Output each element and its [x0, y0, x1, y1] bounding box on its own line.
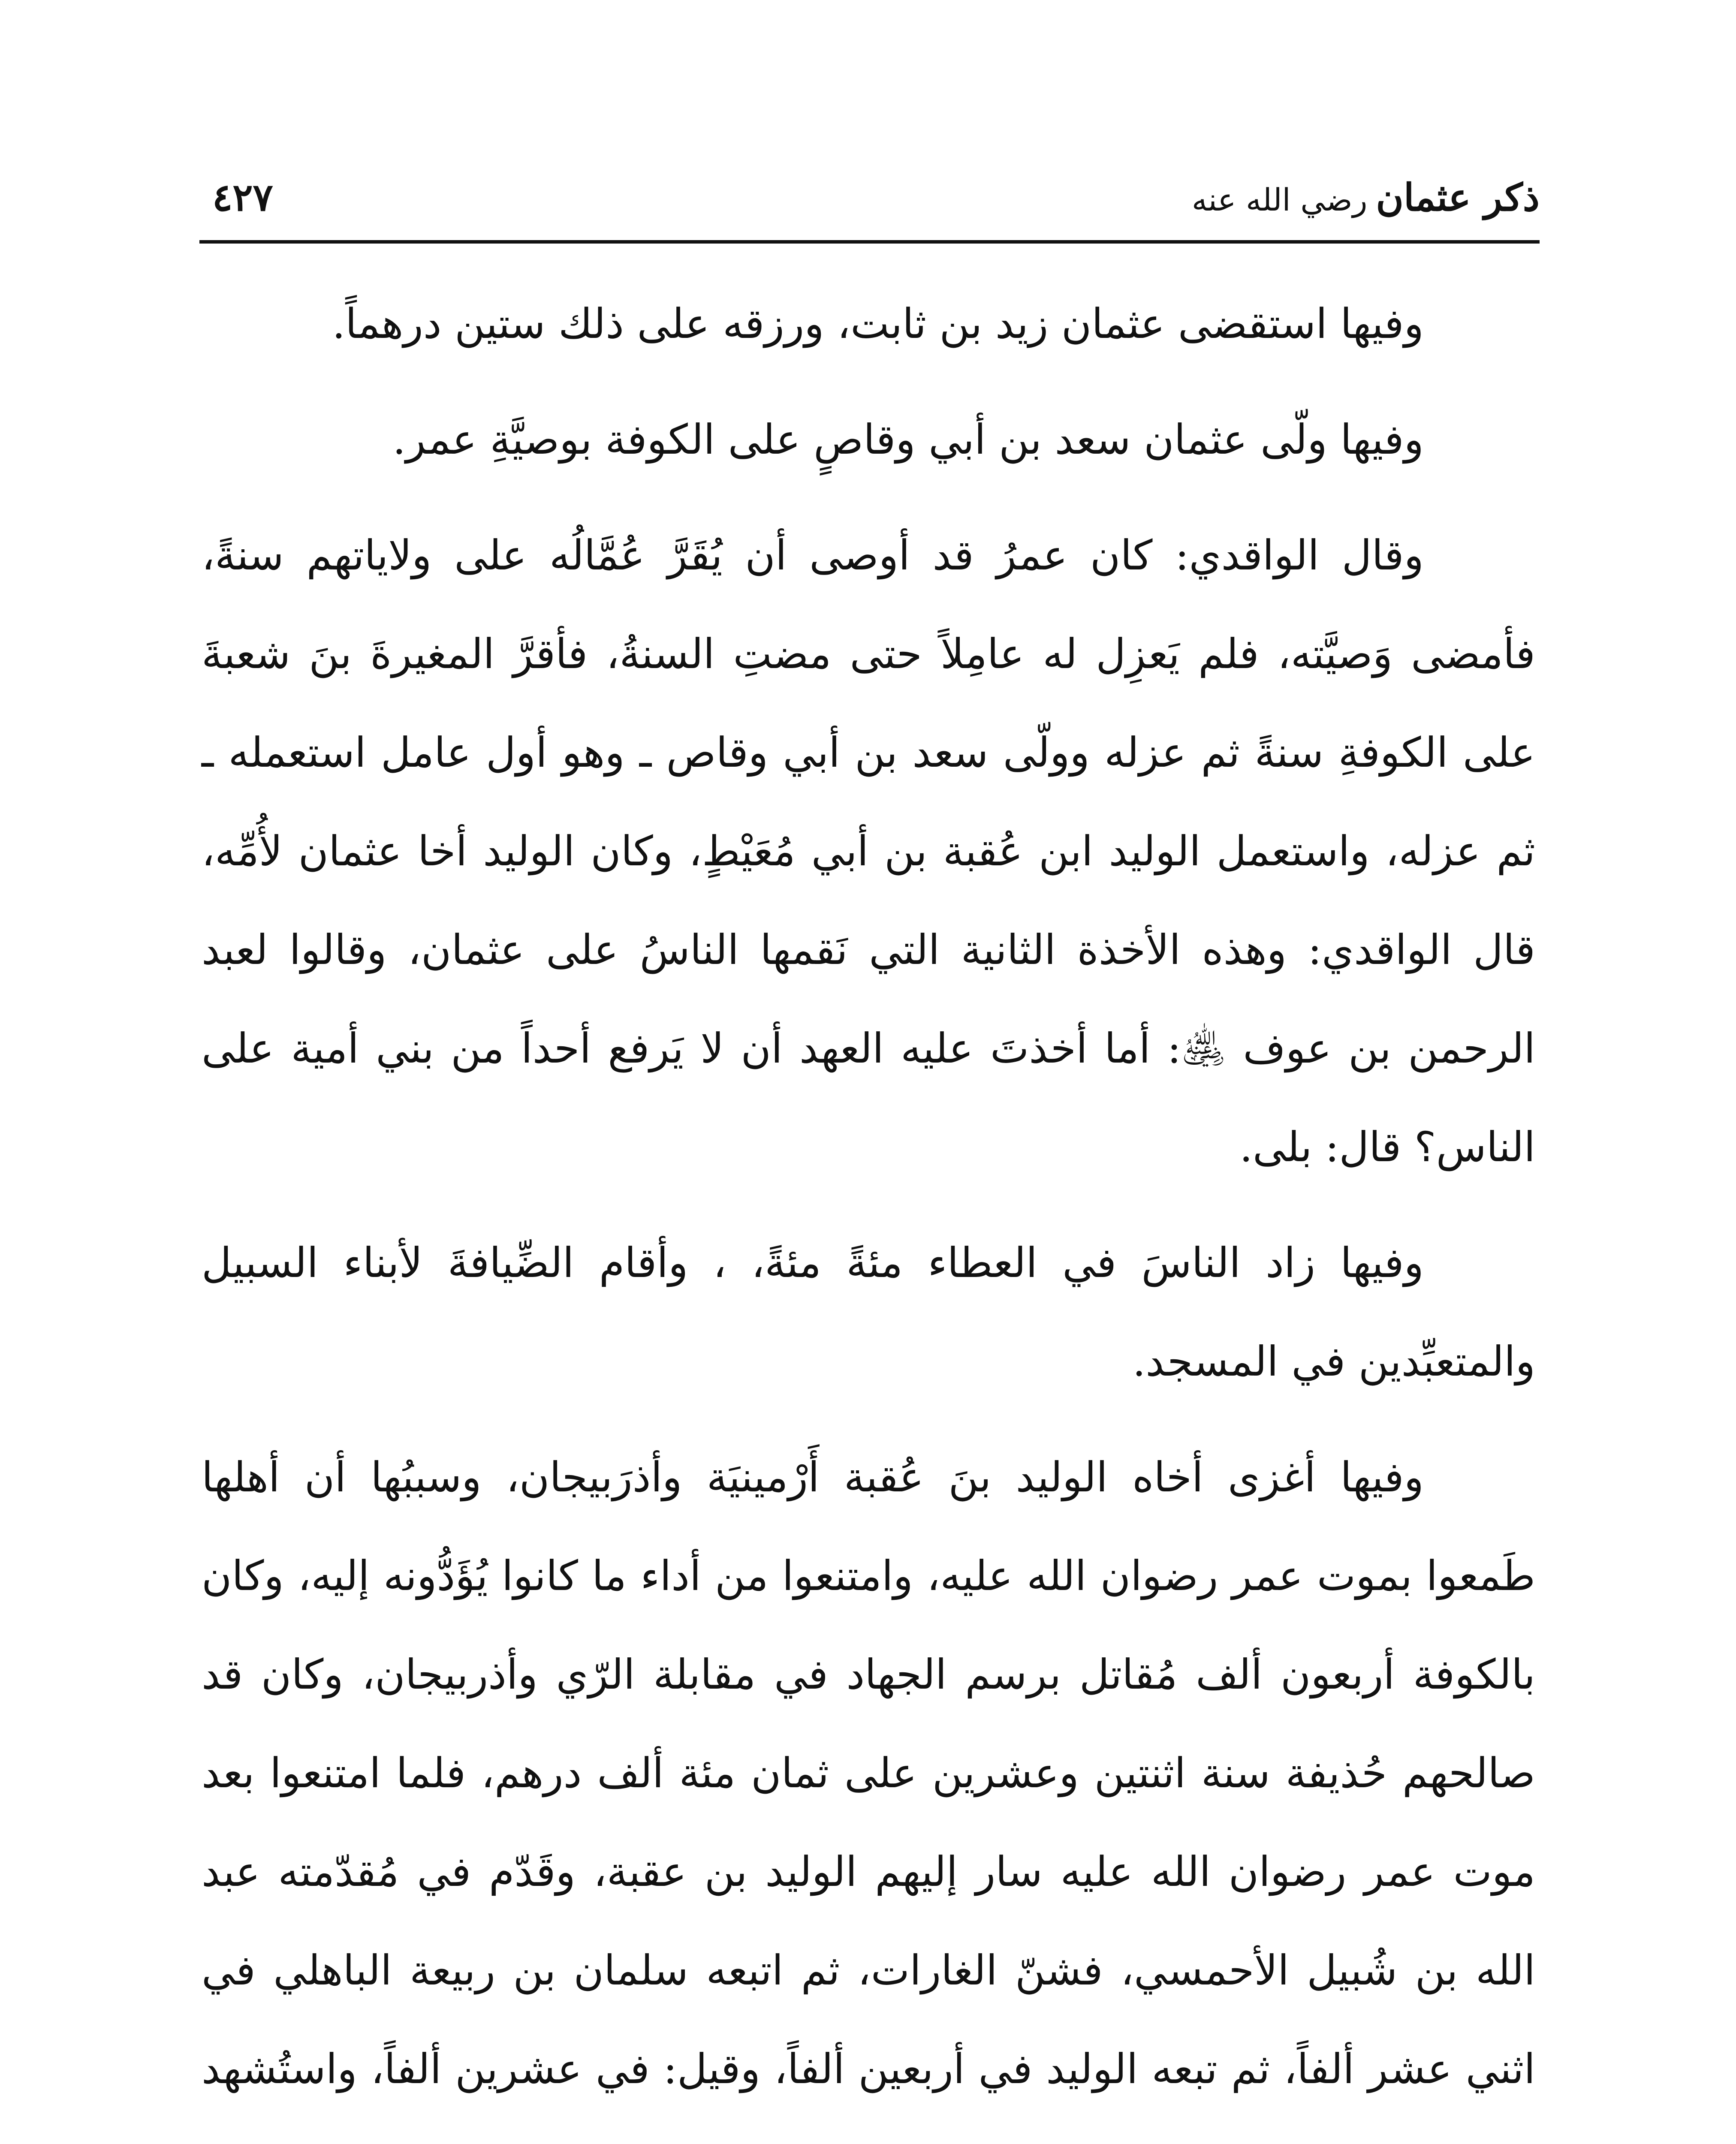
page-number: ٤٢٧ — [212, 175, 273, 220]
main-text — [202, 274, 1535, 2144]
page-header — [199, 154, 1540, 240]
paragraph: وقال الواقدي: كان عمرُ قد أوصى أن يُقَرَّ عُمَّالُه على ولاياتهم سنةً، فأمضى وَصيَّته، فلم يَعزِل له عامِلاً حتى مضتِ السنةُ، فأقرَّ المغيرةَ بنَ شعبةَ على الكوفةِ سنةً ثم عزله وولّى سعد بن أبي وقاص ـ وهو أول عامل استعمله ـ ثم عزله، واستعمل الوليد ابن عُقبة بن أبي مُعَيْطٍ، وكان الوليد أخا عثمان لأُمِّه، قال الواقدي: وهذه الأخذة الثانية التي نَقمها الناسُ على عثمان، وقالوا لعبد الرحمن بن عوف ﵁: أما أخذتَ عليه العهد أن لا يَرفع أحداً من بني أمية على الناس؟ قال: بلى. — [202, 531, 1535, 1171]
paragraph-with-note-1 — [202, 1428, 1535, 2144]
paragraph: وفيها زاد الناسَ في العطاء مئةً مئةً، ، وأقام الضِّيافةَ لأبناء السبيل والمتعبِّدين في المسجد. — [202, 1239, 1535, 1385]
paragraph: وفيها ولّى عثمان سعد بن أبي وقاصٍ على الكوفة بوصيَّةِ عمر. — [392, 416, 1424, 464]
running-title — [1192, 172, 1540, 226]
honorific-seal: رضي الله عنه — [1191, 182, 1368, 218]
header-divider — [199, 240, 1540, 244]
paragraph: وفيها استقضى عثمان زيد بن ثابت، ورزقه على ذلك ستين درهماً. — [332, 300, 1424, 348]
running-title-text: ذكر عثمان — [1376, 175, 1540, 220]
paragraph-text: وفيها أغزى أخاه الوليد بنَ عُقبة أَرْمينيَة وأذرَبيجان، وسببُها أن أهلها طَمعوا بموت عمر رضوان الله عليه، وامتنعوا من أداء ما كانوا يُؤَدُّونه إليه، وكان بالكوفة أربعون ألف مُقاتل برسم الجهاد في مقابلة الرّي وأذربيجان، وكان قد صالحهم حُذيفة سنة اثنتين وعشرين على ثمان مئة ألف درهم، فلما امتنعوا بعد موت عمر رضوان الله عليه سار إليهم الوليد بن عقبة، وقَدّم في مُقدّمته عبد الله بن شُبيل الأحمسي، فشنّ الغارات، ثم اتبعه سلمان بن ربيعة الباهلي في اثني عشر ألفاً، ثم تبعه الوليد في أربعين ألفاً، وقيل: في عشرين ألفاً، واستُشهد — [202, 1453, 1535, 2093]
